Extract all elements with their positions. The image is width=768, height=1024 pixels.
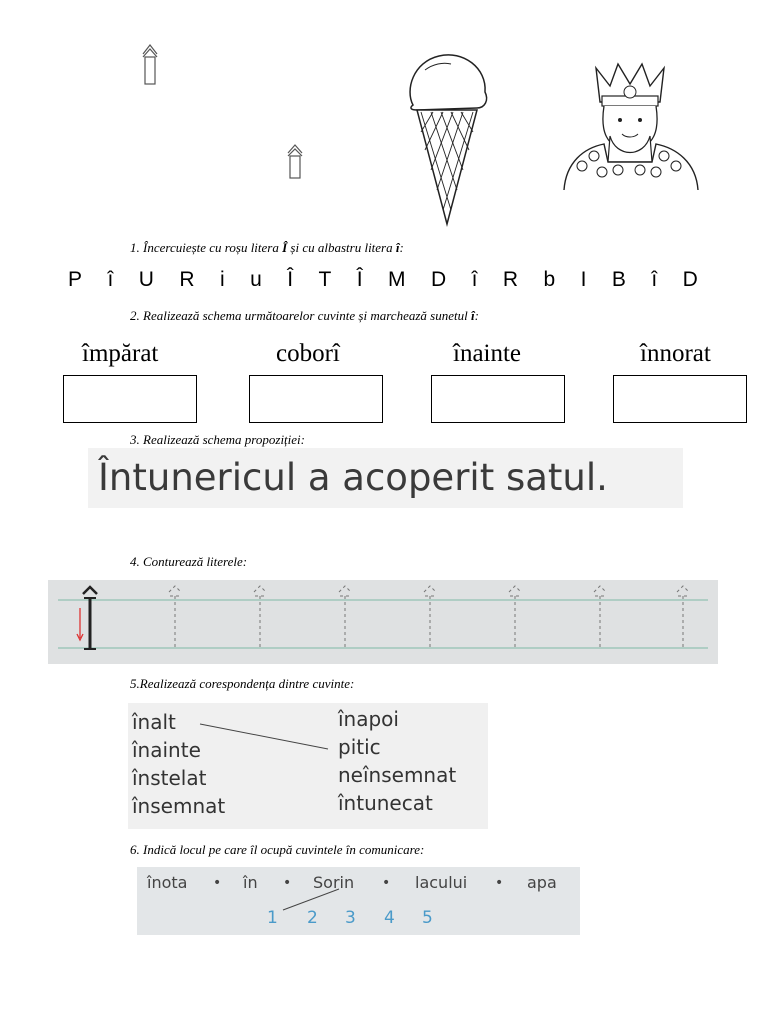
- letter[interactable]: D: [430, 268, 447, 291]
- task1-big-letter: Î: [282, 240, 288, 255]
- bullet-icon: •: [382, 875, 391, 891]
- schema-box[interactable]: [63, 375, 197, 423]
- comm-line: [137, 867, 580, 935]
- word-innorat: înnorat: [640, 340, 711, 367]
- letter[interactable]: R: [502, 268, 519, 291]
- letter[interactable]: î: [107, 268, 114, 291]
- right-word[interactable]: înapoi: [338, 707, 399, 731]
- task3-instruction: 3. Realizează schema propoziției:: [130, 432, 305, 447]
- task2-text: 2. Realizează schema următoarelor cuvinte și marchează sunetul: [130, 308, 471, 323]
- task6-instruction: 6. Indică locul pe care îl ocupă cuvintele în comunicare:: [130, 842, 425, 857]
- tracing-guides: [48, 580, 718, 664]
- letter[interactable]: Î: [287, 268, 294, 291]
- king-with-crown-icon: [560, 62, 702, 192]
- task2-sound: î: [470, 308, 475, 323]
- match-line: [128, 703, 488, 829]
- position-number[interactable]: 1: [267, 908, 278, 928]
- comm-word[interactable]: înota: [147, 873, 188, 892]
- task4-instruction: 4. Conturează literele:: [130, 554, 248, 569]
- letter[interactable]: U: [138, 268, 154, 291]
- schema-box[interactable]: [249, 375, 383, 423]
- task1-end: :: [399, 240, 404, 255]
- letter[interactable]: D: [682, 268, 698, 291]
- letter[interactable]: b: [543, 268, 556, 291]
- comm-word[interactable]: apa: [527, 873, 557, 892]
- bullet-icon: •: [213, 875, 222, 891]
- right-word[interactable]: neînsemnat: [338, 763, 457, 787]
- communication-panel: [137, 867, 580, 935]
- sentence: Întunericul a acoperit satul.: [88, 448, 683, 508]
- tracing-area[interactable]: [48, 580, 718, 664]
- task1-small-letter: î: [395, 240, 400, 255]
- right-word[interactable]: întunecat: [338, 791, 433, 815]
- position-number[interactable]: 4: [384, 908, 395, 928]
- bullet-icon: •: [283, 875, 292, 891]
- word-inainte: înainte: [453, 340, 522, 367]
- position-number[interactable]: 3: [345, 908, 356, 928]
- comm-word[interactable]: lacului: [415, 873, 468, 892]
- ice-cream-cone-icon: [403, 50, 491, 228]
- left-word[interactable]: însemnat: [132, 794, 226, 818]
- letter[interactable]: T: [318, 268, 332, 291]
- task1-mid-text: și cu albastru litera: [287, 240, 396, 255]
- matching-panel: [128, 703, 488, 829]
- word-cobori: coborî: [276, 340, 340, 367]
- letter[interactable]: B: [611, 268, 626, 291]
- task5-instruction: 5.Realizează corespondența dintre cuvinte:: [130, 676, 355, 691]
- letter[interactable]: î: [651, 268, 658, 291]
- schema-box[interactable]: [431, 375, 565, 423]
- task2-end: :: [474, 308, 479, 323]
- left-word[interactable]: înstelat: [132, 766, 207, 790]
- right-word[interactable]: pitic: [338, 735, 381, 759]
- letter-i-circumflex-small-icon: [284, 142, 306, 180]
- letter[interactable]: i: [219, 268, 225, 291]
- letter[interactable]: I: [580, 268, 587, 291]
- task1-instruction: [130, 240, 404, 256]
- comm-word[interactable]: în: [243, 873, 258, 892]
- schema-box[interactable]: [613, 375, 747, 423]
- letter[interactable]: R: [179, 268, 195, 291]
- position-number[interactable]: 5: [422, 908, 433, 928]
- letters-row: [68, 268, 698, 292]
- letter[interactable]: P: [68, 268, 83, 291]
- task2-instruction: [130, 308, 479, 324]
- letter[interactable]: î: [471, 268, 478, 291]
- position-number[interactable]: 2: [307, 908, 318, 928]
- letter[interactable]: M: [388, 268, 406, 291]
- comm-word[interactable]: Sorin: [313, 873, 355, 892]
- left-word[interactable]: înalt: [132, 710, 176, 734]
- left-word[interactable]: înainte: [132, 738, 201, 762]
- word-imparat: împărat: [82, 340, 159, 367]
- letter-i-circumflex-big-icon: [138, 40, 162, 86]
- task1-text: 1. Încercuiește cu roșu litera: [130, 240, 283, 255]
- letter[interactable]: u: [250, 268, 262, 291]
- letter[interactable]: Î: [356, 268, 363, 291]
- bullet-icon: •: [495, 875, 504, 891]
